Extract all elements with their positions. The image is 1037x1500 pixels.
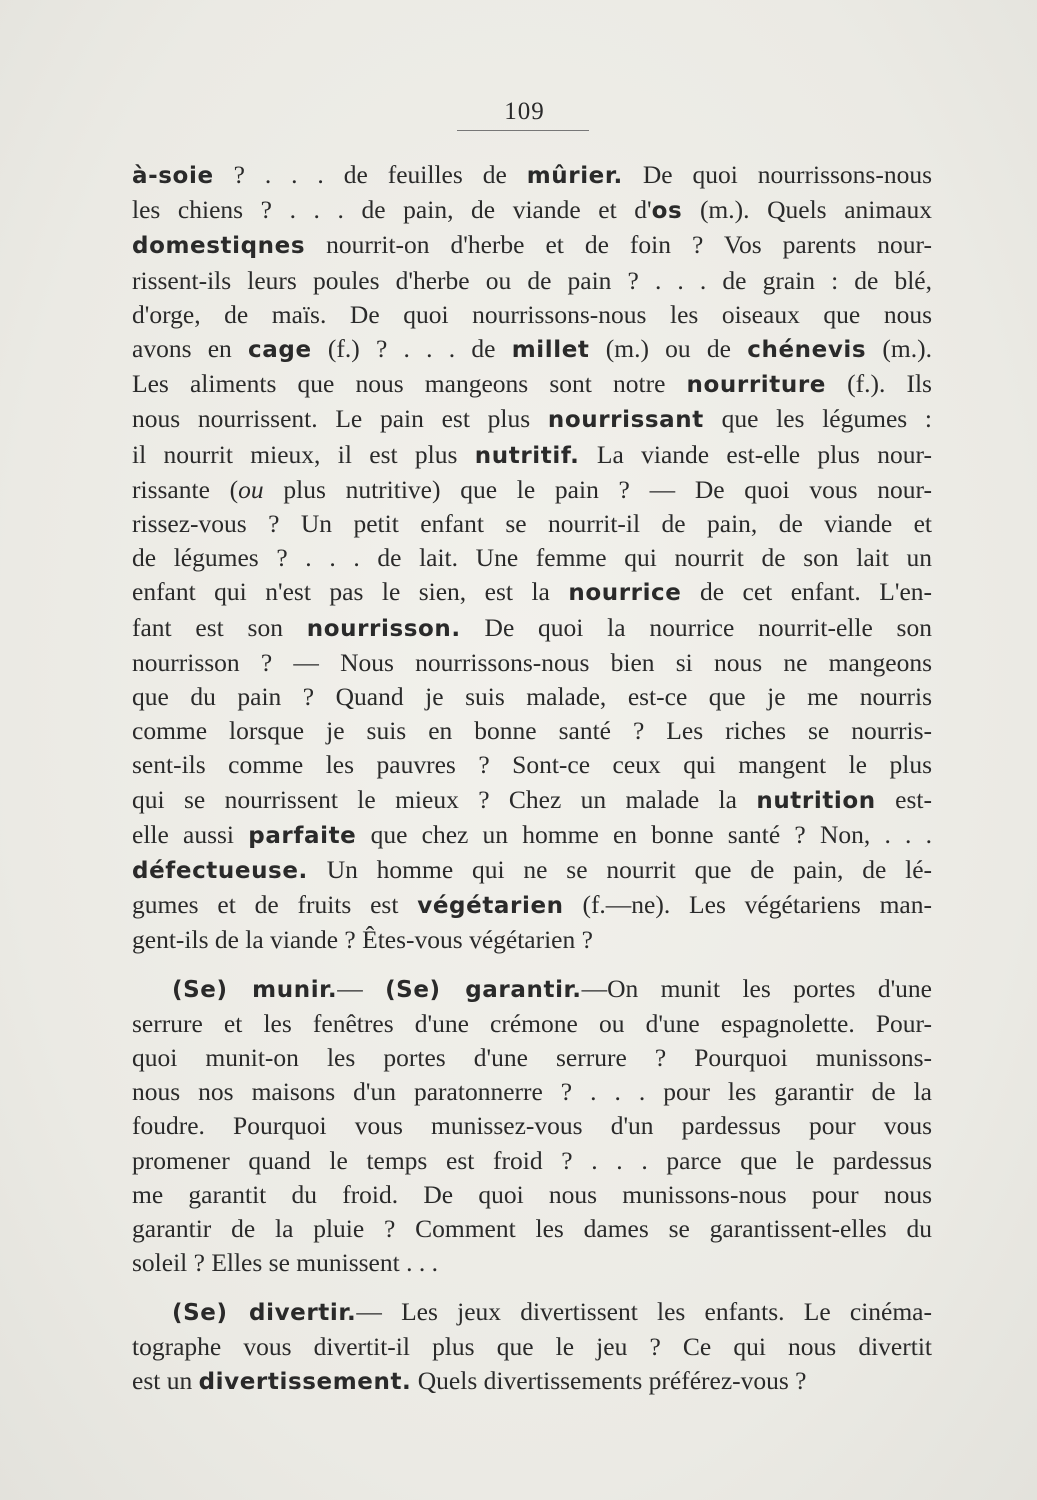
text-run: nourrit-on d'herbe et de foin ? Vos parents nour-	[305, 230, 932, 260]
paragraph-gap	[132, 1281, 932, 1295]
text-run: fant est son	[132, 612, 307, 642]
text-run: nourrisson ? — Nous nourrissons-nous bien si nous ne mangeons	[132, 647, 932, 677]
text-run: (f.). Ils	[825, 369, 932, 399]
text-line	[132, 611, 932, 646]
text-run: nous nos maisons d'un paratonnerre ? . . . pour les garantir de la	[132, 1077, 932, 1107]
text-run: soleil ? Elles se munissent . . .	[132, 1248, 438, 1278]
text-run: il nourrit mieux, il est plus	[132, 439, 475, 469]
text-run: plus nutritive) que le pain ? — De quoi vous nour-	[263, 474, 932, 504]
text-run: est un	[132, 1365, 199, 1395]
text-run: serrure et les fenêtres d'une crémone ou d'une espagnolette. Pour-	[132, 1008, 932, 1038]
text-run: nous nourrissent. Le pain est plus	[132, 404, 548, 434]
text-line	[132, 748, 932, 782]
text-run: rissent-ils leurs poules d'herbe ou de pain ? . . . de grain : de blé,	[132, 265, 932, 295]
bold-term: à-soie	[132, 163, 214, 189]
text-line	[132, 473, 932, 507]
text-line	[132, 1246, 932, 1280]
text-line	[132, 1295, 932, 1330]
text-run: La viande est-elle plus nour-	[579, 439, 932, 469]
text-run: me garantit du froid. De quoi nous munissons-nous pour nous	[132, 1179, 932, 1209]
text-run: comme lorsque je suis en bonne santé ? Les riches se nourris-	[132, 716, 932, 746]
text-line	[132, 507, 932, 541]
bold-term: nutritif.	[474, 442, 580, 469]
bold-term: végétarien	[417, 893, 564, 920]
text-run: rissante (	[132, 474, 239, 504]
text-line	[132, 367, 932, 402]
text-run: (f.—ne). Les végétariens man-	[563, 890, 932, 920]
text-line	[132, 888, 932, 923]
bold-term: nourrice	[568, 580, 682, 607]
bold-term: divertissement.	[198, 1368, 412, 1395]
text-run: gent-ils de la viande ? Êtes-vous végétarien ?	[132, 925, 593, 955]
text-run: d'orge, de maïs. De quoi nourrissons-nous les oiseaux que nous	[132, 299, 932, 329]
text-run: De quoi nourrissons-nous	[622, 160, 932, 189]
bold-term: défectueuse.	[132, 858, 308, 885]
text-line	[132, 972, 932, 1007]
text-line	[132, 1144, 932, 1178]
text-line	[132, 1212, 932, 1246]
text-run: de légumes ? . . . de lait. Une femme qui nourrit de son lait un	[132, 543, 932, 573]
text-line	[132, 853, 932, 888]
text-run: qui se nourrissent le mieux ? Chez un malade la	[132, 784, 757, 814]
text-run: que les légumes :	[703, 404, 932, 434]
text-line	[132, 193, 932, 228]
bold-term: domestiqnes	[132, 233, 306, 260]
body-text	[132, 158, 932, 1399]
text-run: (m.). Quels animaux	[682, 195, 933, 225]
text-run: elle aussi	[132, 819, 249, 849]
text-line	[132, 402, 932, 437]
bold-term: millet	[511, 337, 590, 364]
text-line	[132, 575, 932, 610]
text-run: (m.).	[866, 334, 932, 364]
text-line	[132, 1041, 932, 1075]
bold-term: (Se) garantir.	[385, 976, 582, 1003]
text-run: promener quand le temps est froid ? . . . parce que le pardessus	[132, 1145, 932, 1175]
italic-word: ou	[238, 474, 264, 504]
bold-term: mûrier.	[526, 163, 623, 189]
text-run: enfant qui n'est pas le sien, est la	[132, 577, 569, 607]
text-run: que chez un homme en bonne santé ? Non, . . .	[356, 819, 932, 849]
bold-term: nourrissant	[547, 407, 704, 434]
text-line	[132, 783, 932, 818]
text-line	[132, 228, 932, 263]
text-run: Quels divertissements préférez-vous ?	[411, 1365, 807, 1395]
bold-term: chénevis	[747, 337, 867, 364]
text-run: garantir de la pluie ? Comment les dames se garantissent-elles du	[132, 1214, 932, 1244]
text-run: foudre. Pourquoi vous munissez-vous d'un pardessus pour vous	[132, 1111, 932, 1141]
text-run: —On munit les portes d'une	[581, 973, 933, 1003]
text-line	[132, 332, 932, 367]
text-line	[132, 1007, 932, 1041]
text-line	[132, 158, 932, 193]
bold-term: (Se) munir.	[172, 976, 338, 1003]
text-line	[132, 298, 932, 332]
text-line	[132, 1330, 932, 1364]
text-run: Les aliments que nous mangeons sont notre	[132, 369, 687, 399]
text-line	[132, 680, 932, 714]
text-run: — Les jeux divertissent les enfants. Le cinéma-	[356, 1296, 932, 1326]
text-run: que du pain ? Quand je suis malade, est-ce que je me nourris	[132, 682, 932, 712]
text-line	[132, 818, 932, 853]
text-run: sent-ils comme les pauvres ? Sont-ce ceux qui mangent le plus	[132, 750, 932, 780]
text-run: avons en	[132, 334, 249, 364]
bold-term: os	[651, 198, 683, 225]
text-line	[132, 1364, 932, 1399]
text-line	[132, 438, 932, 473]
page-number-rule	[457, 130, 589, 131]
text-line	[132, 1178, 932, 1212]
text-run: Un homme qui ne se nourrit que de pain, de lé-	[307, 855, 932, 885]
text-line	[132, 1109, 932, 1143]
bold-term: nourriture	[686, 372, 826, 399]
text-run: rissez-vous ? Un petit enfant se nourrit-il de pain, de viande et	[132, 509, 932, 539]
bold-term: nutrition	[756, 787, 876, 814]
page-number: 109	[504, 98, 545, 125]
text-run: (m.) ou de	[589, 334, 748, 364]
text-line	[132, 923, 932, 957]
text-run: quoi munit-on les portes d'une serrure ? Pourquoi munissons-	[132, 1043, 932, 1073]
bold-term: nourrisson.	[306, 615, 461, 642]
text-line	[132, 541, 932, 575]
text-run: les chiens ? . . . de pain, de viande et d'	[132, 195, 652, 225]
text-run: De quoi la nourrice nourrit-elle son	[460, 612, 932, 642]
text-line	[132, 646, 932, 680]
text-run: (f.) ? . . . de	[311, 334, 512, 364]
bold-term: parfaite	[248, 822, 357, 849]
bold-term: cage	[248, 337, 312, 364]
text-run: gumes et de fruits est	[132, 890, 418, 920]
paragraph-gap	[132, 958, 932, 972]
bold-term: (Se) divertir.	[172, 1299, 357, 1326]
text-run: ? . . . de feuilles de	[213, 160, 527, 189]
text-line	[132, 714, 932, 748]
text-line	[132, 1075, 932, 1109]
text-run: de cet enfant. L'en-	[681, 577, 933, 607]
text-run: —	[337, 973, 386, 1003]
text-run: tographe vous divertit-il plus que le jeu ? Ce qui nous divertit	[132, 1331, 932, 1361]
text-run: est-	[875, 784, 932, 814]
text-line	[132, 264, 932, 298]
